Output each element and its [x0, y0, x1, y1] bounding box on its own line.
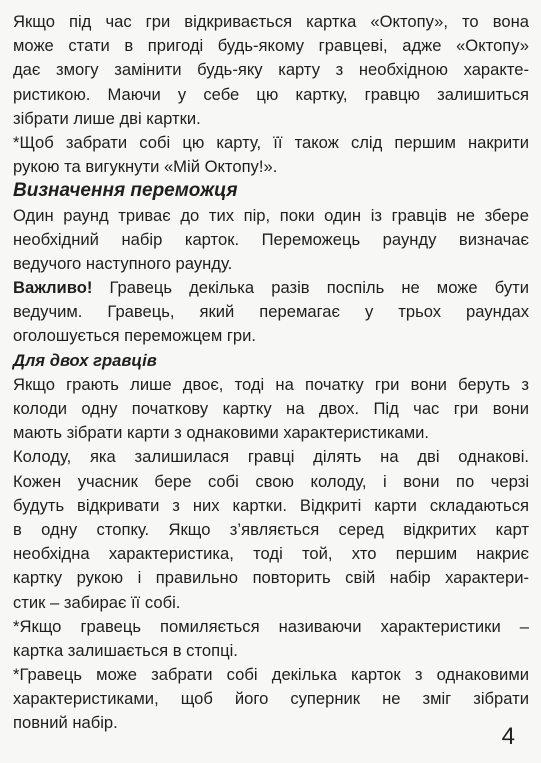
text-line: *Щоб забрати собі цю карту, її також слід першим накрити [13, 132, 529, 152]
paragraph-round [13, 204, 529, 277]
text-line: ведучого наступного раунду. [13, 253, 233, 273]
paragraph-deck-split [13, 445, 529, 614]
text-line: оголошується переможцем гри. [13, 326, 257, 346]
text-line: зібрати лише дві картки. [13, 108, 201, 128]
text-line: Один раунд триває до тих пір, поки один із гравців не збере [13, 205, 529, 225]
text-line: *Якщо гравець помиляється називаючи характеристики – [13, 616, 529, 636]
paragraph-important [13, 276, 529, 349]
page-number: 4 [501, 723, 515, 750]
note-octopus-claim [13, 131, 529, 179]
text-line: Якщо під час гри відкривається картка «Октопу», то вона [13, 12, 529, 31]
text-line: в одну стопку. Якщо з’являється серед відкритих карт [13, 519, 529, 539]
text-line: колоди одну початкову картку на двох. Під час гри вони [13, 399, 529, 418]
text-line [13, 276, 529, 300]
text-line: *Гравець може забрати собі декілька карток з однаковими [13, 665, 529, 685]
note-multiple-cards [13, 663, 529, 736]
text-line: необхідна характеристика, тоді той, хто першим накриє [13, 544, 529, 564]
text-line: Кожен учасник бере собі свою колоду, і вони по черзі [13, 471, 529, 491]
text-line: може стати в пригоді будь-якому гравцеві, адже «Октопу» [13, 36, 529, 56]
text-line: Колоду, яка залишилася гравці ділять на дві однакові. [13, 447, 529, 467]
text-line: повний набір. [13, 713, 118, 733]
important-label: Важливо! [13, 278, 93, 298]
text-line: характеристиками, щоб його суперник не зміг зібрати [13, 689, 529, 709]
text-line: ведучим. Гравець, який перемагає у трьох раундах [13, 302, 529, 322]
text-line: дає змогу замінити будь-яку карту з необхідною характе- [13, 60, 529, 80]
text-line: будуть відкривати з них картки. Відкриті карти складаються [13, 495, 529, 515]
text-line: мають зібрати карти з однаковими характеристиками. [13, 423, 430, 443]
text-line: Якщо грають лише двоє, тоді на початку гри вони беруть з [13, 374, 529, 394]
text-line: ристикою. Маючи у себе цю картку, гравцю залишиться [13, 84, 529, 104]
text-line: необхідний набір карток. Переможець раунду визначає [13, 229, 529, 249]
section-heading: Визначення переможця [13, 180, 238, 202]
important-text: Гравець декілька разів поспіль не може бути [92, 278, 529, 298]
text-line: рукою та вигукнути «Мій Октопу!». [13, 157, 278, 177]
text-line: стик – забирає її собі. [13, 592, 181, 612]
text-line: картку рукою і правильно повторить свій набір характери- [13, 568, 529, 588]
note-mistake [13, 615, 529, 663]
subsection-heading: Для двох гравців [13, 350, 157, 370]
paragraph-two-players [13, 373, 529, 446]
text-line: картка залишається в стопці. [13, 640, 238, 660]
paragraph-octopus-card [13, 10, 529, 131]
